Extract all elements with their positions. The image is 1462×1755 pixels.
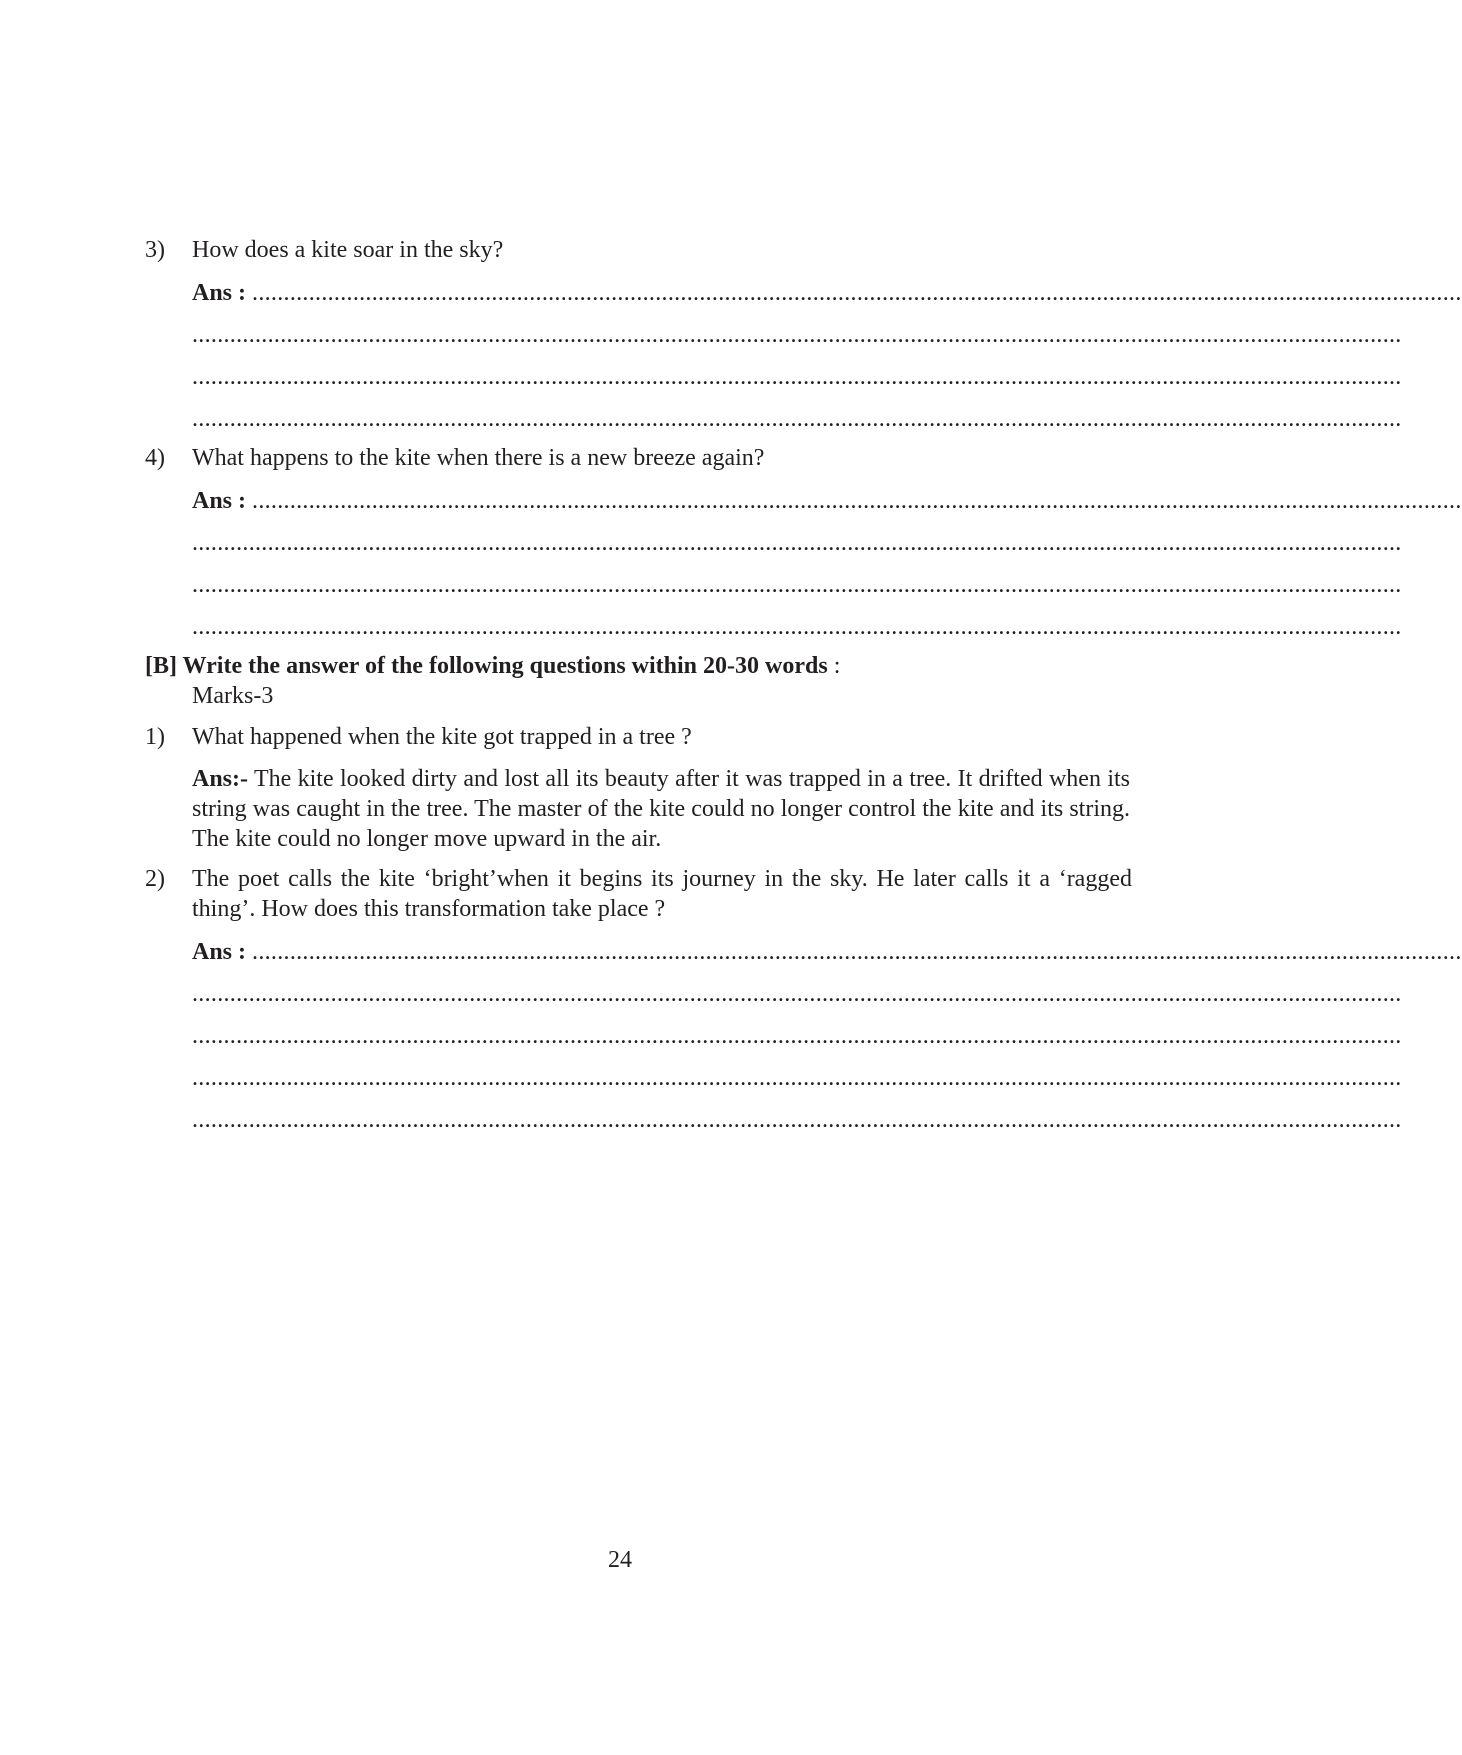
question-text: How does a kite soar in the sky? (192, 237, 504, 263)
section-b-colon: : (827, 653, 841, 679)
answer-line-1[interactable] (192, 486, 1462, 516)
answer-line-2[interactable]: ................................................................................................................................................................................................ (192, 981, 1402, 1007)
answer-line-3[interactable]: ................................................................................................................................................................................................ (192, 364, 1402, 390)
answer-label: Ans : (192, 939, 247, 965)
question-number: 4) (145, 445, 165, 471)
question-number: 3) (145, 237, 165, 263)
question-text: The poet calls the kite ‘bright’when it begins its journey in the sky. He later calls it a ‘ragged thing’. How does this transformation take place ? (192, 866, 1132, 922)
answer-line-2[interactable]: ................................................................................................................................................................................................ (192, 322, 1402, 348)
answer-line-1[interactable] (192, 937, 1462, 967)
answer-text: The kite looked dirty and lost all its beauty after it was trapped in a tree. It drifted when its string was caught in the tree. The master of the kite could no longer control the kite and its string. The kite could no longer move upward in the air. (192, 766, 1130, 852)
answer-line-4[interactable]: ................................................................................................................................................................................................ (192, 406, 1402, 432)
answer-line-3[interactable]: ................................................................................................................................................................................................ (192, 572, 1402, 598)
answer-label: Ans:- (192, 766, 249, 792)
answer-label: Ans : (192, 280, 247, 306)
answer-line-1[interactable] (192, 278, 1462, 308)
question-number: 2) (145, 866, 165, 892)
answer-line-4[interactable]: ................................................................................................................................................................................................ (192, 1065, 1402, 1091)
answer-line-2[interactable]: ................................................................................................................................................................................................ (192, 530, 1402, 556)
question-text: What happens to the kite when there is a new breeze again? (192, 445, 765, 471)
answer-line-3[interactable]: ................................................................................................................................................................................................ (192, 1023, 1402, 1049)
answer-dots: ................................................................................................................................................................................................ (252, 939, 1462, 965)
page-number: 24 (608, 1547, 632, 1573)
section-b-title: [B] Write the answer of the following questions within 20-30 words (145, 653, 828, 679)
answer-line-4[interactable]: ................................................................................................................................................................................................ (192, 614, 1402, 640)
answer-dots: ................................................................................................................................................................................................ (252, 488, 1462, 514)
question-text: What happened when the kite got trapped in a tree ? (192, 724, 692, 750)
answer-line-5[interactable]: ................................................................................................................................................................................................ (192, 1107, 1402, 1133)
answer-paragraph (192, 764, 1130, 854)
answer-dots: ................................................................................................................................................................................................ (252, 280, 1462, 306)
section-b-heading (145, 651, 1135, 681)
question-number: 1) (145, 724, 165, 750)
section-b-marks: Marks-3 (192, 683, 274, 709)
answer-label: Ans : (192, 488, 247, 514)
